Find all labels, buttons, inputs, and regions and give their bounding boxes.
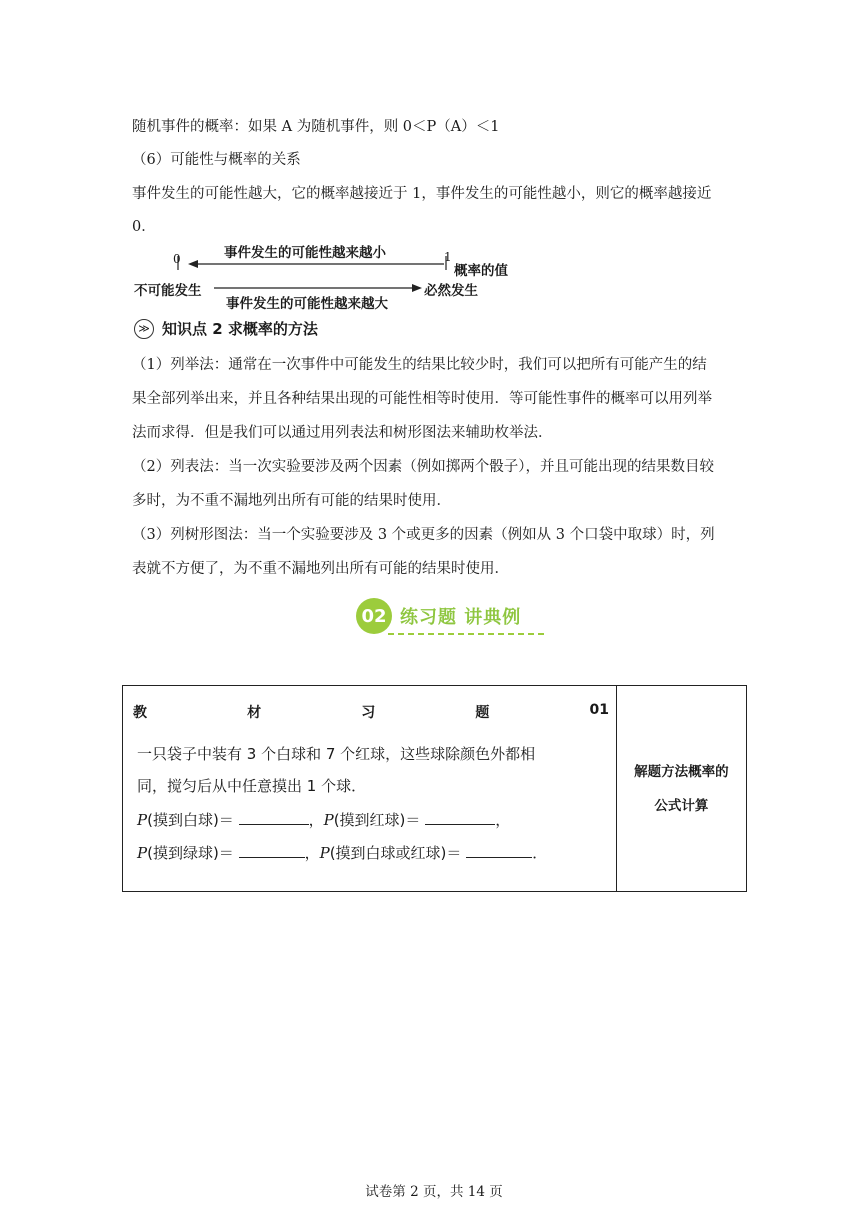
exercise-header-char: 题 xyxy=(475,705,490,721)
zero-label: 0 xyxy=(173,252,181,266)
question-red: (摸到红球)＝ xyxy=(333,811,421,829)
exercise-statement-line-1: 一只袋子中装有 3 个白球和 7 个红球，这些球除颜色外都相 xyxy=(137,745,536,763)
exercise-header-char: 习 xyxy=(361,705,376,721)
p-symbol: P xyxy=(137,811,148,829)
impossible-label: 不可能发生 xyxy=(134,283,202,299)
answer-blank-white[interactable] xyxy=(239,808,309,825)
exercise-table xyxy=(122,685,747,892)
exercise-statement-line-2: 同，搅匀后从中任意摸出 1 个球． xyxy=(137,777,367,795)
method-2-line-1: （2）列表法：当一次实验要涉及两个因素（例如掷两个骰子），并且可能出现的结果数目较 xyxy=(132,459,714,475)
relation-text-line-2: 0． xyxy=(132,219,156,235)
p-symbol: P xyxy=(137,844,148,862)
top-arrow-label: 事件发生的可能性越来越小 xyxy=(224,245,386,261)
page-footer: 试卷第 2 页，共 14 页 xyxy=(365,1184,503,1200)
p-symbol: P xyxy=(319,844,330,862)
certain-label: 必然发生 xyxy=(424,283,478,299)
period: ． xyxy=(532,844,548,862)
section-banner xyxy=(356,598,521,634)
p-symbol: P xyxy=(323,811,334,829)
knowledge-point-title: 知识点 2 求概率的方法 xyxy=(162,320,318,338)
knowledge-point-heading xyxy=(134,318,318,339)
answer-blank-red[interactable] xyxy=(425,808,495,825)
exercise-content-cell xyxy=(123,686,617,892)
answer-blank-green[interactable] xyxy=(239,841,305,858)
exercise-header-char: 材 xyxy=(247,705,262,721)
method-1-line-2: 果全部列举出来，并且各种结果出现的可能性相等时使用．等可能性事件的概率可以用列举 xyxy=(132,391,712,407)
random-event-probability: 随机事件的概率：如果 A 为随机事件，则 0＜P（A）＜1 xyxy=(132,119,500,135)
solution-method-cell xyxy=(616,686,746,892)
top-arrow-head xyxy=(188,260,198,268)
question-white: (摸到白球)＝ xyxy=(147,811,234,829)
section-banner-title: 练习题 讲典例 xyxy=(400,607,522,628)
value-label: 概率的值 xyxy=(454,263,508,279)
method-3-line-2: 表就不方便了，为不重不漏地列出所有可能的结果时使用． xyxy=(132,561,509,577)
exercise-question-row-2 xyxy=(137,841,547,863)
one-label: 1 xyxy=(444,250,452,264)
banner-underline xyxy=(388,633,544,635)
method-1-line-1: （1）列举法：通常在一次事件中可能发生的结果比较少时，我们可以把所有可能产生的结 xyxy=(132,357,707,373)
exercise-header-char: 教 xyxy=(133,705,147,721)
method-3-line-1: （3）列树形图法：当一个实验要涉及 3 个或更多的因素（例如从 3 个口袋中取球）时，列 xyxy=(132,527,715,543)
method-1-line-3: 法而求得．但是我们可以通过用列表法和树形图法来辅助枚举法． xyxy=(132,425,553,441)
question-green: (摸到绿球)＝ xyxy=(147,844,234,862)
separator: ， xyxy=(304,844,320,862)
bottom-arrow-head xyxy=(412,284,422,292)
exercise-question-row-1 xyxy=(137,808,510,830)
comma: ， xyxy=(495,811,511,829)
probability-diagram xyxy=(132,240,532,312)
bottom-arrow-label: 事件发生的可能性越来越大 xyxy=(226,296,388,312)
solution-method-line-2: 公式计算 xyxy=(654,797,709,814)
separator: ， xyxy=(308,811,324,829)
question-white-or-red: (摸到白球或红球)＝ xyxy=(329,844,462,862)
method-2-line-2: 多时，为不重不漏地列出所有可能的结果时使用． xyxy=(132,493,451,509)
exercise-number: 01 xyxy=(589,702,609,718)
double-chevron-icon: ≫ xyxy=(134,319,154,339)
section-number-badge: 02 xyxy=(356,598,392,634)
answer-blank-white-or-red[interactable] xyxy=(466,841,532,858)
section-6-heading: （6）可能性与概率的关系 xyxy=(132,152,301,168)
relation-text-line-1: 事件发生的可能性越大，它的概率越接近于 1，事件发生的可能性越小，则它的概率越接近 xyxy=(132,186,712,202)
solution-method-line-1: 解题方法概率的 xyxy=(634,763,729,780)
exercise-header xyxy=(133,702,609,722)
